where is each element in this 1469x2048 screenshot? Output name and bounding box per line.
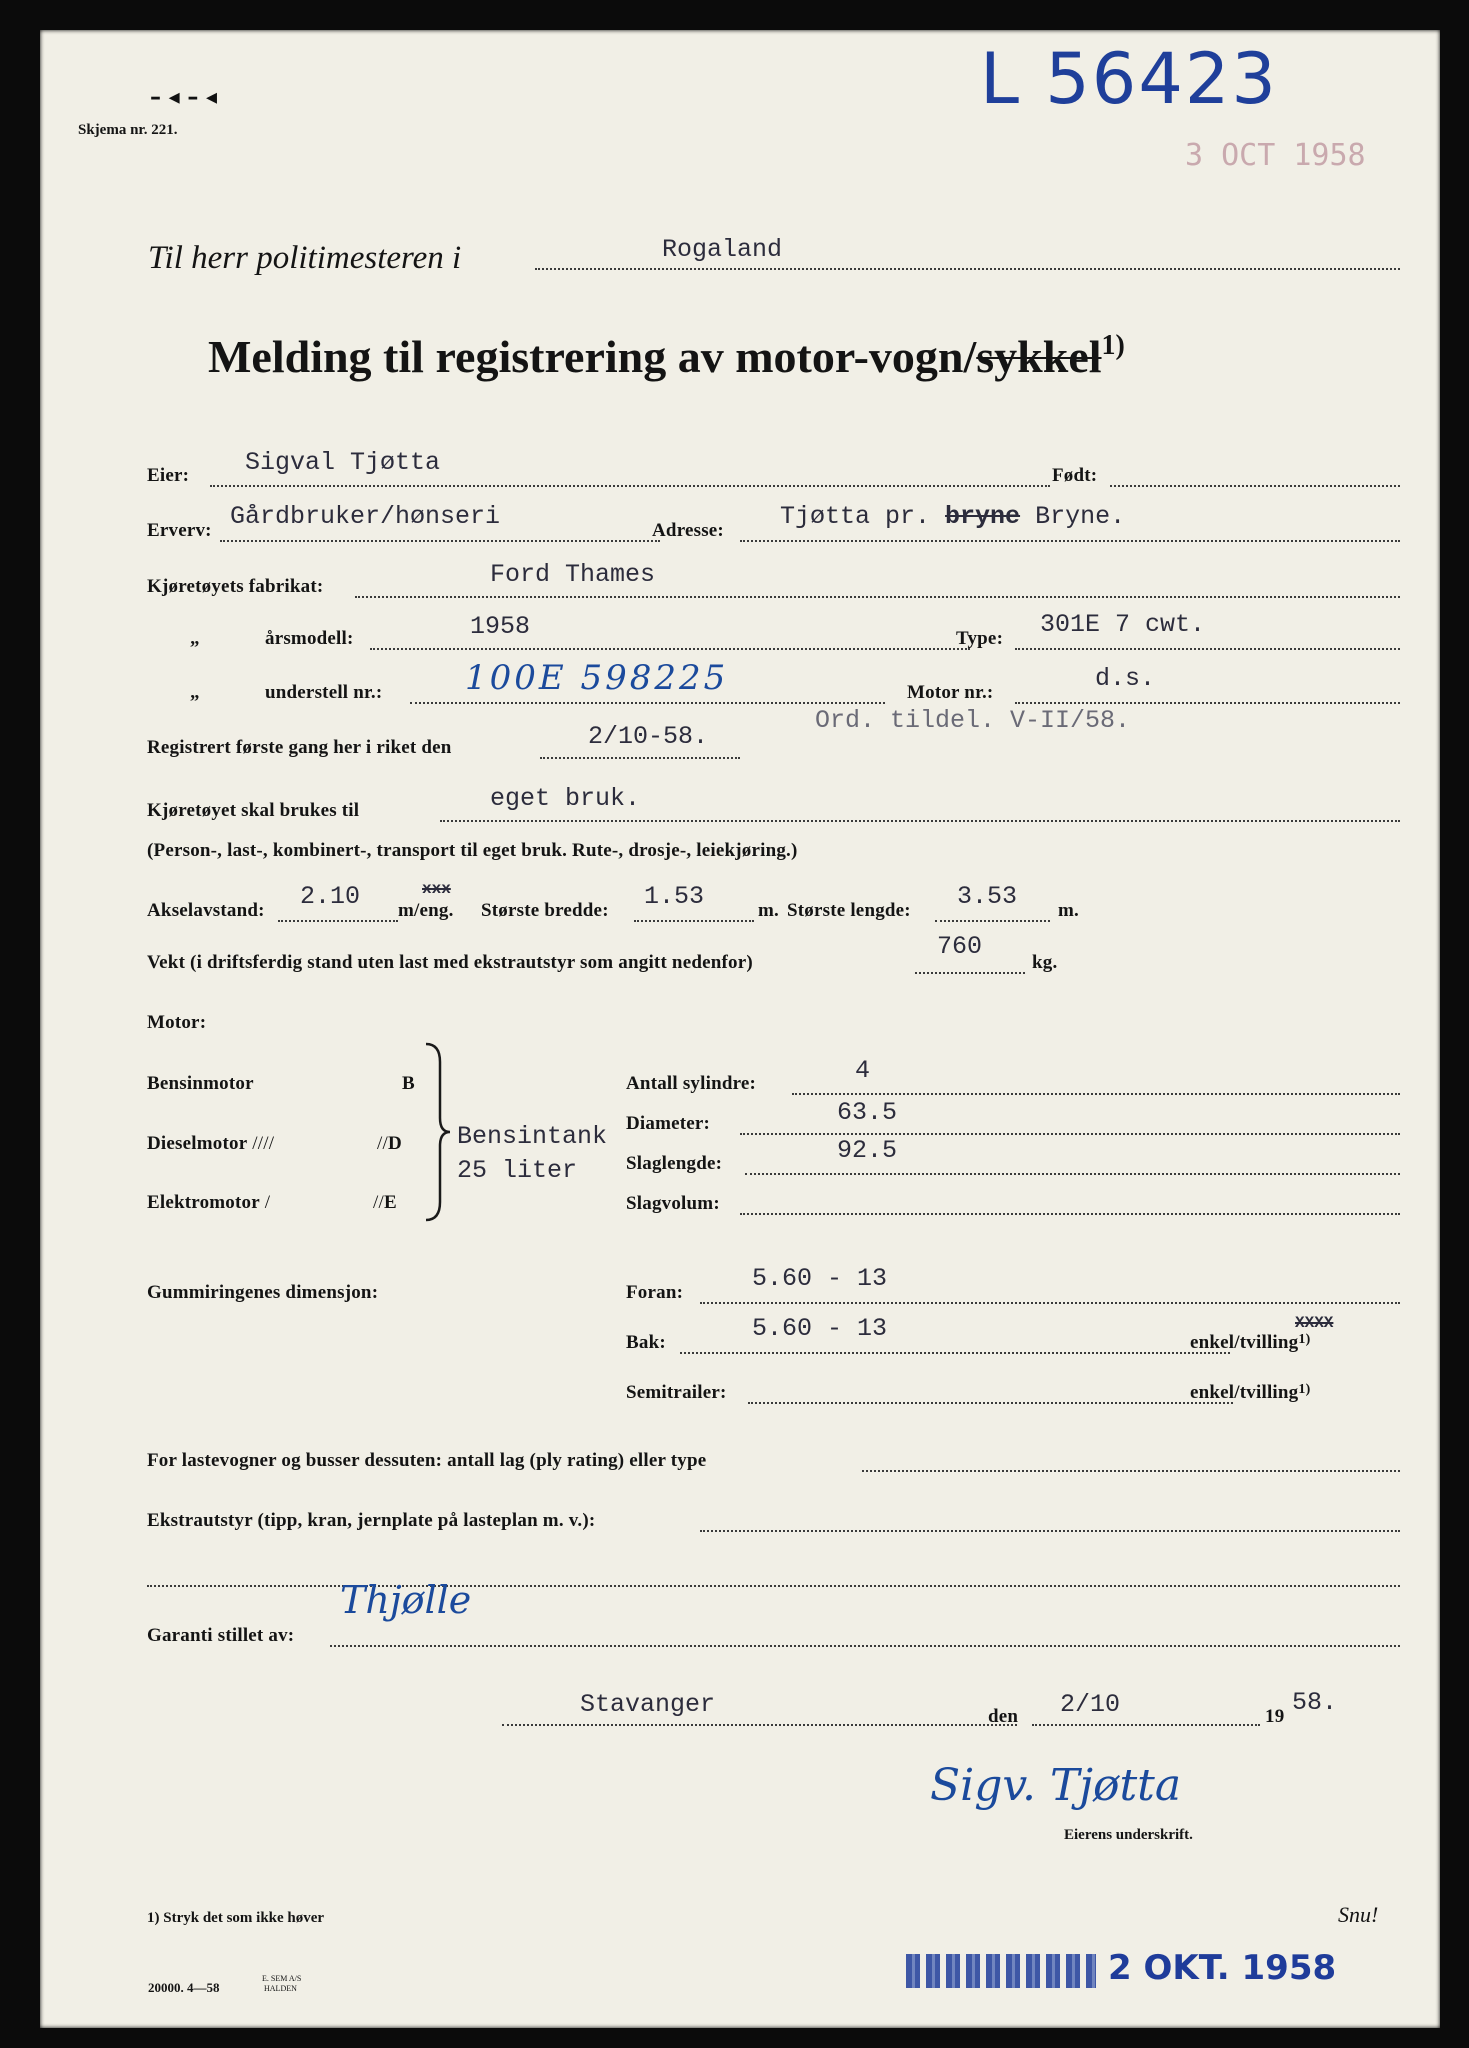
- signing-place: Stavanger: [580, 1690, 716, 1719]
- brukes-line: [440, 820, 1400, 822]
- slagvolum-line: [740, 1213, 1400, 1215]
- eier-value: Sigval Tjøtta: [245, 448, 441, 477]
- bredde-value: 1.53: [644, 882, 705, 911]
- foran-line: [700, 1302, 1400, 1304]
- fodt-label: Født:: [1052, 465, 1098, 486]
- slaglengde-line: [745, 1173, 1400, 1175]
- title-struck: sykkel: [976, 331, 1102, 382]
- aksel-label: Akselavstand:: [147, 900, 265, 921]
- erverv-value: Gårdbruker/hønseri: [230, 502, 501, 531]
- motor-label: Motor:: [147, 1012, 207, 1033]
- date-line: [1032, 1724, 1260, 1726]
- erverv-label: Erverv:: [147, 520, 212, 541]
- ekstrautstyr-line-2: [147, 1585, 1400, 1587]
- brukes-note: (Person-, last-, kombinert-, transport til eget bruk. Rute-, drosje-, leiekjøring.): [147, 840, 798, 861]
- adresse-label: Adresse:: [652, 520, 724, 541]
- understell-label: understell nr.:: [265, 682, 383, 703]
- lengde-unit: m.: [1058, 900, 1079, 921]
- arsmodell-ditto: „: [190, 628, 200, 649]
- fodt-line: [1110, 485, 1400, 487]
- tank-line-2: 25 liter: [457, 1156, 578, 1185]
- bak-enkel-tvilling: [1190, 1332, 1310, 1354]
- motor-nr-label: Motor nr.:: [907, 682, 994, 703]
- adresse-part-2: Bryne.: [1035, 502, 1126, 531]
- semitrailer-line: [748, 1402, 1233, 1404]
- aksel-unit: m/eng.: [398, 900, 454, 921]
- registrert-line: [540, 757, 740, 759]
- elektro-text: Elektromotor: [147, 1192, 260, 1213]
- motor-nr-line: [1015, 702, 1400, 704]
- erverv-line: [220, 540, 660, 542]
- bak-struck: XXXX: [1295, 1314, 1334, 1332]
- bredde-label: Største bredde:: [481, 900, 609, 921]
- type-label: Type:: [956, 628, 1004, 649]
- slaglengde-value: 92.5: [837, 1136, 898, 1165]
- semitrailer-enkel-tvilling: [1190, 1382, 1310, 1404]
- received-stamp: 3 OCT 1958: [1185, 138, 1366, 173]
- motor-bracket: [422, 1042, 452, 1222]
- vekt-unit: kg.: [1032, 952, 1058, 973]
- aksel-struck: xxx: [422, 880, 451, 898]
- arsmodell-label: årsmodell:: [265, 628, 354, 649]
- slaglengde-label: Slaglengde:: [626, 1153, 723, 1174]
- snu: Snu!: [1338, 1902, 1379, 1927]
- signing-date: 2/10: [1060, 1690, 1121, 1719]
- sylindre-line: [792, 1093, 1400, 1095]
- form-page: [40, 30, 1440, 2028]
- title-suffix: 1): [1101, 330, 1125, 361]
- understell-value: 100E 598225: [465, 658, 729, 698]
- semitrailer-footnote-mark: 1): [1298, 1382, 1311, 1397]
- adresse-part-1: Tjøtta pr.: [780, 502, 931, 531]
- diesel-code-letter: D: [387, 1133, 402, 1154]
- addressee-line: [535, 268, 1400, 270]
- tank-line-1: Bensintank: [457, 1122, 608, 1151]
- adresse-struck: bryne: [945, 502, 1021, 531]
- addressee-label: Til herr politimesteren i: [148, 240, 462, 276]
- slagvolum-label: Slagvolum:: [626, 1193, 720, 1214]
- bak-enkel-tvilling-text: enkel/tvilling: [1190, 1332, 1299, 1353]
- lastevogner-label: For lastevogner og busser dessuten: antall lag (ply rating) eller type: [147, 1450, 707, 1471]
- foran-value: 5.60 - 13: [752, 1264, 888, 1293]
- fabrikat-value: Ford Thames: [490, 560, 656, 589]
- brukes-value: eget bruk.: [490, 784, 641, 813]
- fabrikat-label: Kjøretøyets fabrikat:: [147, 576, 324, 597]
- dimensjon-label: Gummiringenes dimensjon:: [147, 1282, 379, 1303]
- elektro-code: //E: [373, 1192, 397, 1213]
- diesel-code: //D: [377, 1133, 402, 1154]
- eier-line: [210, 485, 1050, 487]
- lengde-label: Største lengde:: [787, 900, 911, 921]
- lastevogner-line: [862, 1470, 1400, 1472]
- semitrailer-label: Semitrailer:: [626, 1382, 727, 1403]
- title-main: Melding til registrering av motor-vogn/: [208, 331, 977, 382]
- registrert-value: 2/10-58.: [588, 722, 709, 751]
- top-dash-mark: – ◂ – ◂: [150, 85, 218, 110]
- eier-label: Eier:: [147, 465, 190, 486]
- ord-tildel: Ord. tildel. V-II/58.: [815, 706, 1131, 735]
- type-value: 301E 7 cwt.: [1040, 610, 1206, 639]
- place-line: [502, 1724, 1017, 1726]
- printer-name-1: E. SEM A/S: [262, 1974, 302, 1983]
- aksel-value: 2.10: [300, 882, 361, 911]
- adresse-line: [740, 540, 1400, 542]
- fabrikat-line: [355, 596, 1400, 598]
- bensin-code: B: [402, 1073, 415, 1094]
- year-suffix: 58.: [1292, 1688, 1338, 1717]
- bak-line: [680, 1352, 1230, 1354]
- bredde-unit: m.: [758, 900, 779, 921]
- garanti-label: Garanti stillet av:: [147, 1625, 295, 1646]
- diesel-text: Dieselmotor: [147, 1133, 248, 1154]
- footnote: 1) Stryk det som ikke høver: [147, 1910, 325, 1926]
- ekstrautstyr-line-1: [700, 1530, 1400, 1532]
- form-number: Skjema nr. 221.: [78, 122, 178, 138]
- motor-nr-value: d.s.: [1095, 664, 1156, 693]
- garanti-signature: Thjølle: [340, 1578, 472, 1622]
- foran-label: Foran:: [626, 1282, 684, 1303]
- aksel-line: [278, 920, 398, 922]
- understell-line: [410, 702, 885, 704]
- bak-value: 5.60 - 13: [752, 1314, 888, 1343]
- receipt-stamp: 2 OKT. 1958: [1108, 1948, 1337, 1988]
- owner-signature: Sigv. Tjøtta: [930, 1760, 1182, 1811]
- bak-label: Bak:: [626, 1332, 666, 1353]
- bak-footnote-mark: 1): [1298, 1332, 1311, 1347]
- reference-number: L 56423: [980, 38, 1278, 120]
- brukes-label: Kjøretøyet skal brukes til: [147, 800, 360, 821]
- sylindre-label: Antall sylindre:: [626, 1073, 757, 1094]
- elektro-strike-marks: /: [259, 1192, 271, 1213]
- addressee-value: Rogaland: [662, 235, 783, 264]
- signature-caption: Eierens underskrift.: [1064, 1827, 1193, 1843]
- lengde-line: [935, 920, 1050, 922]
- semitrailer-enkel-tvilling-text: enkel/tvilling: [1190, 1382, 1299, 1403]
- understell-ditto: „: [190, 682, 200, 703]
- garanti-line: [330, 1645, 1400, 1647]
- vekt-label: Vekt (i driftsferdig stand uten last med ekstrautstyr som angitt nedenfor): [147, 952, 753, 973]
- lengde-value: 3.53: [957, 882, 1018, 911]
- bensin-label: Bensinmotor: [147, 1073, 254, 1094]
- elektro-code-letter: E: [383, 1192, 397, 1213]
- vekt-value: 760: [937, 932, 983, 961]
- diesel-strike-marks: ////: [247, 1133, 275, 1154]
- ekstrautstyr-label: Ekstrautstyr (tipp, kran, jernplate på lasteplan m. v.):: [147, 1510, 596, 1531]
- vekt-line: [915, 972, 1025, 974]
- bredde-line: [634, 920, 754, 922]
- diameter-label: Diameter:: [626, 1113, 711, 1134]
- type-line: [1015, 648, 1400, 650]
- printer-name-2: HALDEN: [264, 1984, 297, 1993]
- arsmodell-line: [370, 648, 970, 650]
- den-label: den: [988, 1706, 1019, 1727]
- form-title: [208, 330, 1125, 383]
- arsmodell-value: 1958: [470, 612, 531, 641]
- registrert-label: Registrert første gang her i riket den: [147, 737, 452, 758]
- printer-code: 20000. 4—58: [148, 1980, 220, 1995]
- elektro-label: [147, 1192, 270, 1214]
- diameter-line: [740, 1133, 1400, 1135]
- sylindre-value: 4: [855, 1056, 871, 1085]
- diameter-value: 63.5: [837, 1098, 898, 1127]
- adresse-value: [780, 502, 1125, 531]
- diesel-label: [147, 1133, 274, 1155]
- stamp-smudge: [906, 1954, 1096, 1988]
- year-prefix: 19: [1265, 1706, 1285, 1727]
